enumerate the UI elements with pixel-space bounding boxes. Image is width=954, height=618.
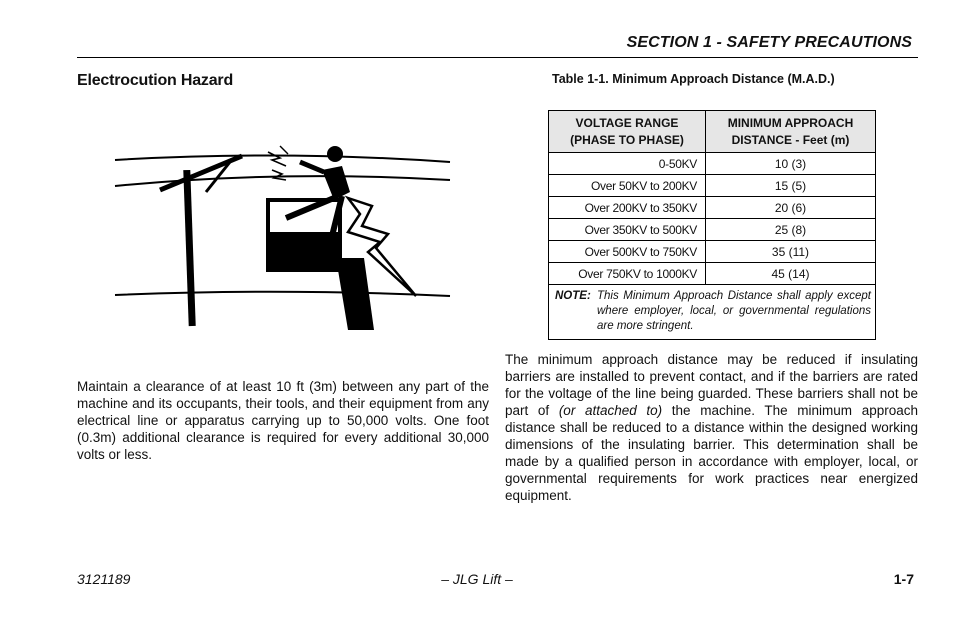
note-text: This Minimum Approach Distance shall apply except where employer, local, or governmental regulations are more stringent. xyxy=(597,290,871,332)
table-note-row xyxy=(549,285,876,340)
distance-cell: 35 (11) xyxy=(706,241,876,263)
table-row xyxy=(549,197,876,219)
table-caption: Table 1-1. Minimum Approach Distance (M.A.D.) xyxy=(552,72,835,86)
table-header-row xyxy=(549,111,876,153)
minimum-approach-distance-table xyxy=(548,110,876,340)
distance-cell: 10 (3) xyxy=(706,153,876,175)
voltage-range-header: VOLTAGE RANGE (PHASE TO PHASE) xyxy=(549,111,706,153)
barrier-paragraph-part1: The minimum approach distance may be reduced if insulating barriers are installed to prevent contact, and if the barriers are rated for the voltage of the line being guarded. These barriers shall not be part of xyxy=(505,352,918,418)
section-heading: Electrocution Hazard xyxy=(77,72,234,89)
barrier-paragraph xyxy=(505,351,918,504)
distance-cell: 45 (14) xyxy=(706,263,876,285)
voltage-range-cell: Over 350KV to 500KV xyxy=(549,219,706,241)
clearance-paragraph: Maintain a clearance of at least 10 ft (3m) between any part of the machine and its occupants, their tools, and their equipment from any electrical line or apparatus carrying up to 50,000 volts. One foot (0.3m) additional clearance is required for every additional 30,000 volts or less. xyxy=(77,379,489,462)
approach-distance-header: MINIMUM APPROACH DISTANCE - Feet (m) xyxy=(706,111,876,153)
distance-cell: 25 (8) xyxy=(706,219,876,241)
voltage-range-cell: Over 50KV to 200KV xyxy=(549,175,706,197)
footer-brand: – JLG Lift – xyxy=(441,571,513,587)
page-number: 1-7 xyxy=(893,571,914,587)
voltage-range-cell: 0-50KV xyxy=(549,153,706,175)
distance-cell: 15 (5) xyxy=(706,175,876,197)
table-row xyxy=(549,219,876,241)
table-note xyxy=(549,285,876,340)
table-row xyxy=(549,241,876,263)
voltage-range-cell: Over 750KV to 1000KV xyxy=(549,263,706,285)
voltage-range-cell: Over 500KV to 750KV xyxy=(549,241,706,263)
table-row xyxy=(549,175,876,197)
voltage-range-cell: Over 200KV to 350KV xyxy=(549,197,706,219)
barrier-paragraph-italic: (or attached to) xyxy=(558,403,663,418)
section-title: SECTION 1 - SAFETY PRECAUTIONS xyxy=(626,34,912,51)
distance-cell: 20 (6) xyxy=(706,197,876,219)
document-number: 3121189 xyxy=(77,571,131,587)
table-row xyxy=(549,153,876,175)
barrier-paragraph-part2: the machine. The minimum approach distance shall be reduced to a distance within the designed working dimensions of the insulating barrier. This determination shall be made by a qualified person in accordance with employer, local, or governmental requirements for work practices near energized equipment. xyxy=(505,403,918,503)
electrocution-hazard-icon xyxy=(110,140,455,335)
note-label: NOTE: xyxy=(555,290,591,302)
header-rule xyxy=(77,57,918,58)
table-row xyxy=(549,263,876,285)
